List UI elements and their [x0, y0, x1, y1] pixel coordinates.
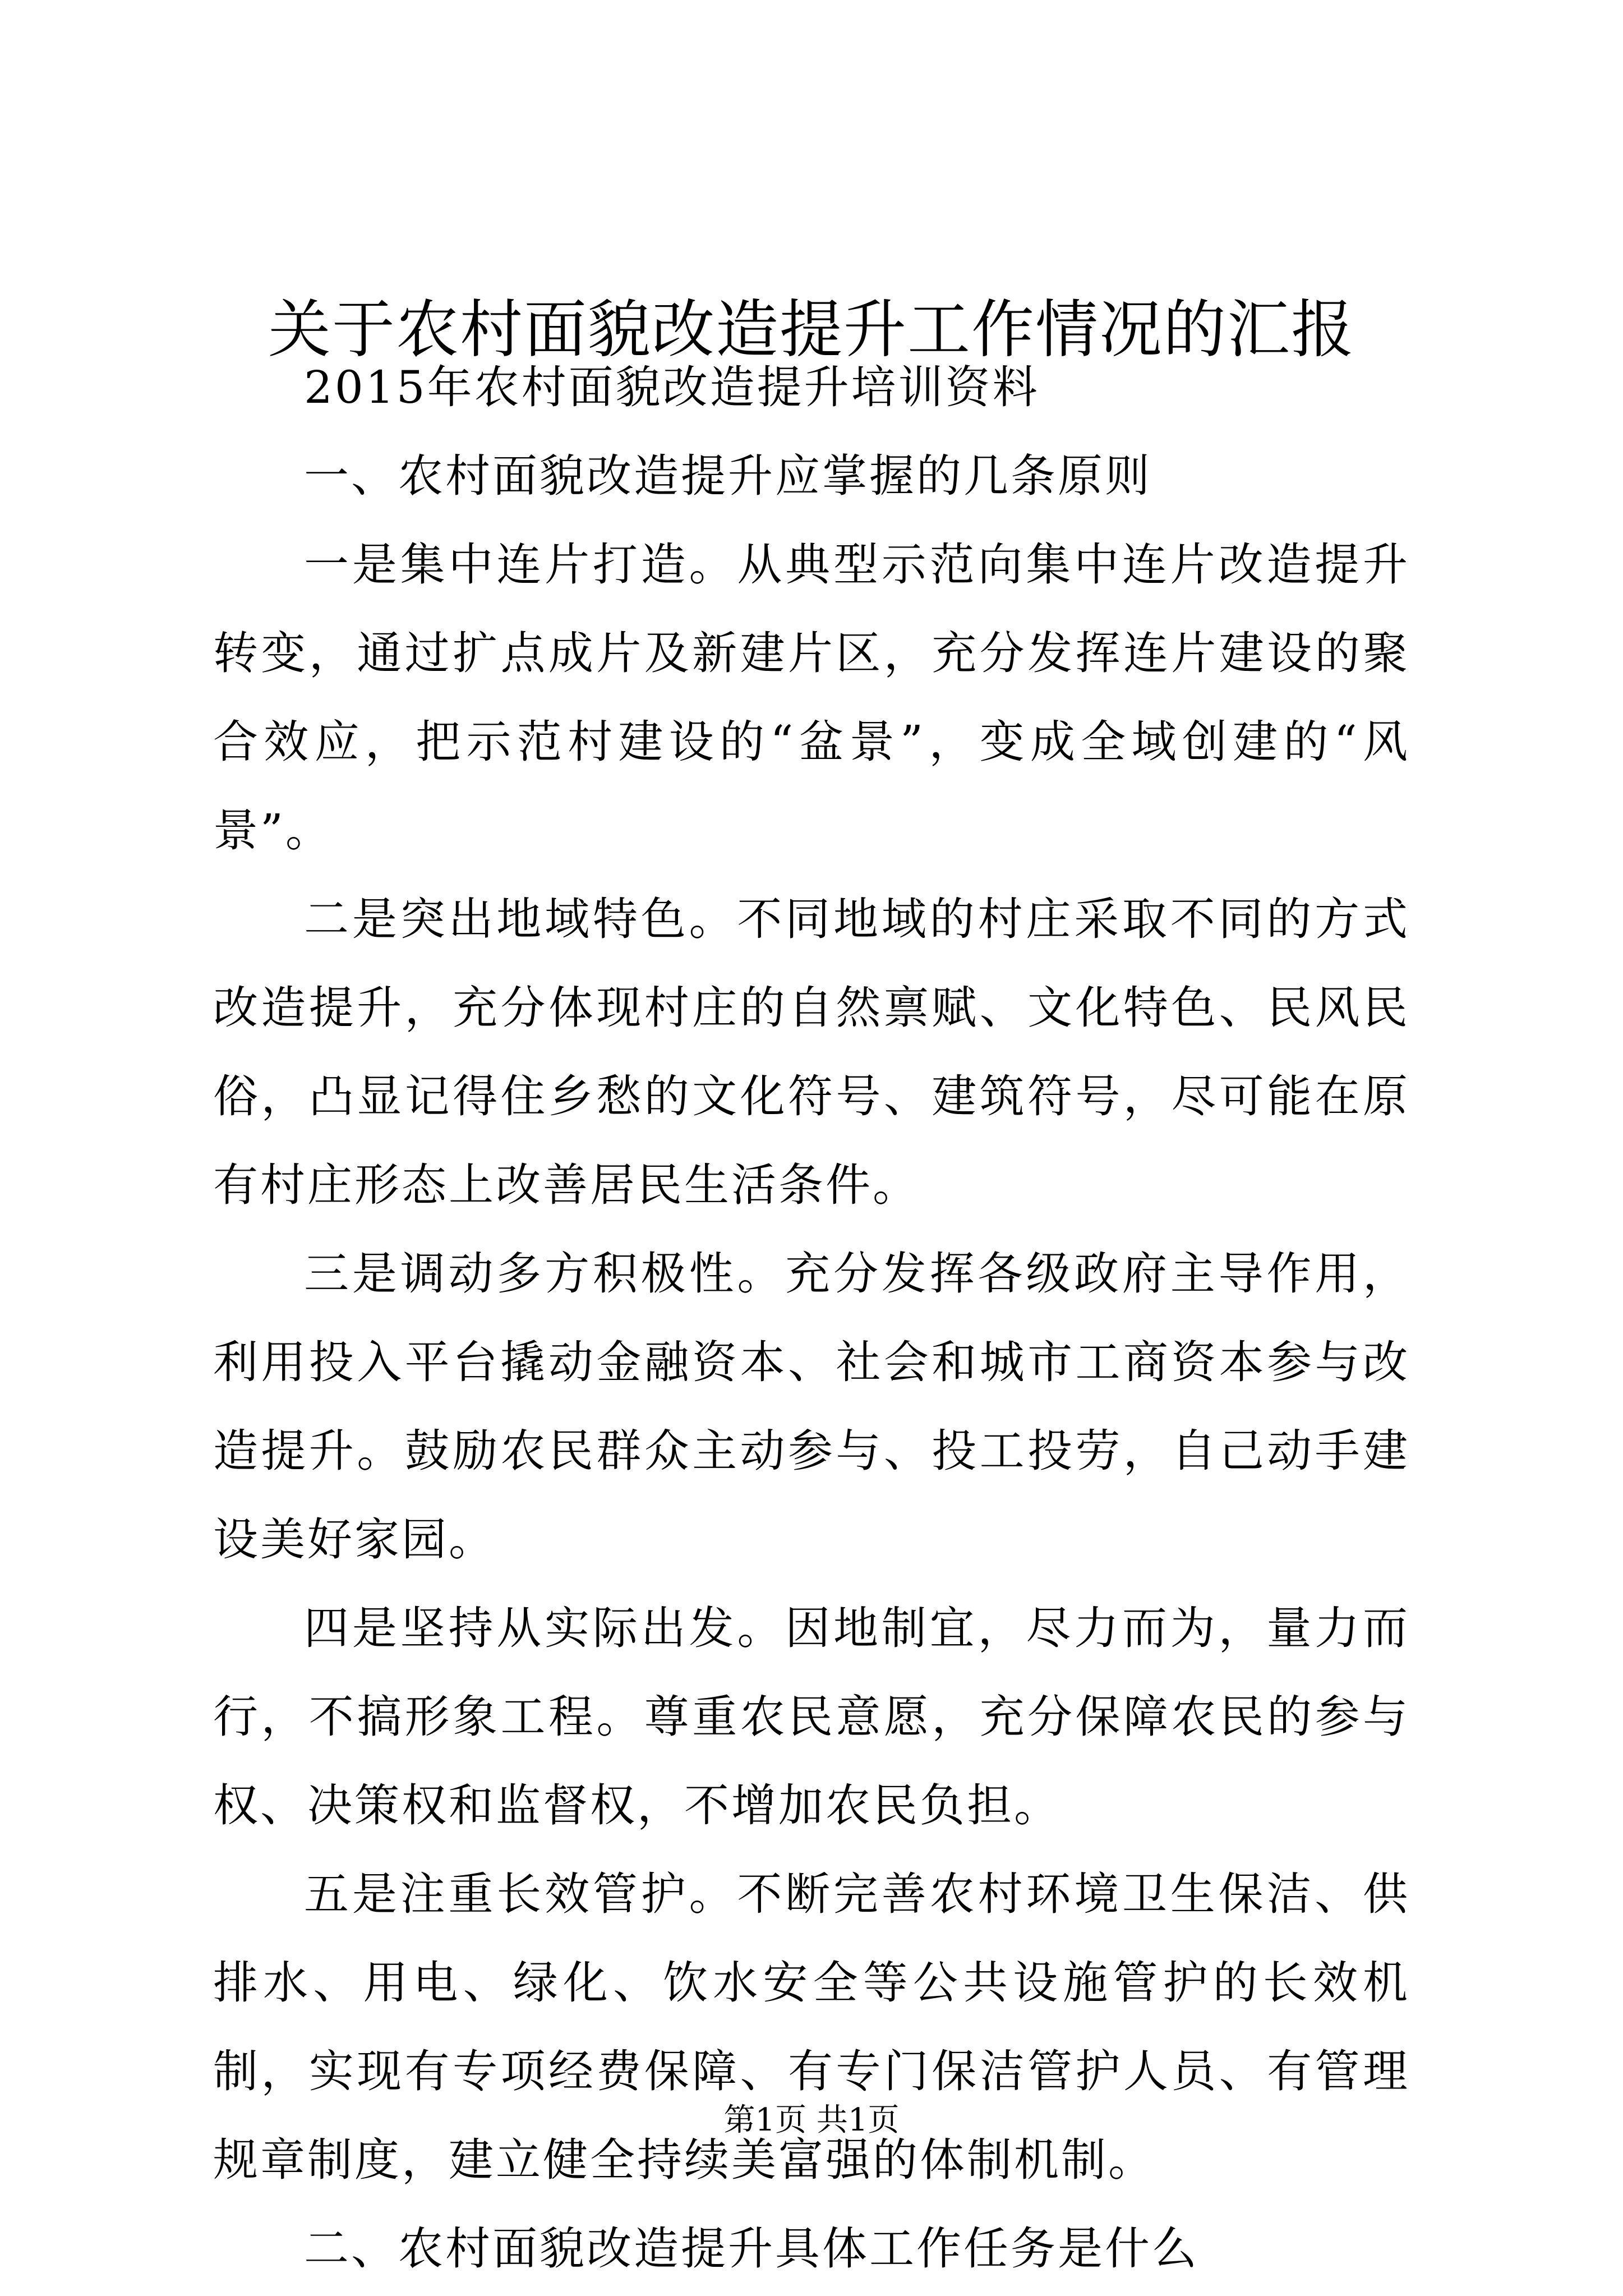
- principle-paragraph-4: 四是坚持从实际出发。因地制宜，尽力而为，量力而行，不搞形象工程。尊重农民意愿，充分保障农民的参与权、决策权和监督权，不增加农民负担。: [213, 1602, 1410, 1832]
- principle-paragraph-1: 一是集中连片打造。从典型示范向集中连片改造提升转变，通过扩点成片及新建片区，充分发挥连片建设的聚合效应，把示范村建设的“盆景”，变成全域创建的“风景”。: [213, 539, 1410, 857]
- principle-paragraph-2: 二是突出地域特色。不同地域的村庄采取不同的方式改造提升，充分体现村庄的自然禀赋、文化特色、民风民俗，凸显记得住乡愁的文化符号、建筑符号，尽可能在原有村庄形态上改善居民生活条件。: [213, 893, 1410, 1211]
- section-heading-1: 一、农村面貌改造提升应掌握的几条原则: [304, 450, 1152, 502]
- document-body: [213, 343, 1410, 2293]
- page-footer: 第1页 共1页: [723, 2102, 900, 2138]
- section-heading-2: 二、农村面貌改造提升具体工作任务是什么: [304, 2223, 1199, 2275]
- principle-paragraph-5: 五是注重长效管护。不断完善农村环境卫生保洁、供排水、用电、绿化、饮水安全等公共设施管护的长效机制，实现有专项经费保障、有专门保洁管护人员、有管理规章制度，建立健全持续美富强的体制机制。: [213, 1868, 1410, 2186]
- document-title: 关于农村面貌改造提升工作情况的汇报: [268, 293, 1355, 366]
- principle-paragraph-3: 三是调动多方积极性。充分发挥各级政府主导作用，利用投入平台撬动金融资本、社会和城市工商资本参与改造提升。鼓励农民群众主动参与、投工投劳，自己动手建设美好家园。: [213, 1248, 1410, 1566]
- subtitle-paragraph: 2015年农村面貌改造提升培训资料: [304, 361, 1040, 413]
